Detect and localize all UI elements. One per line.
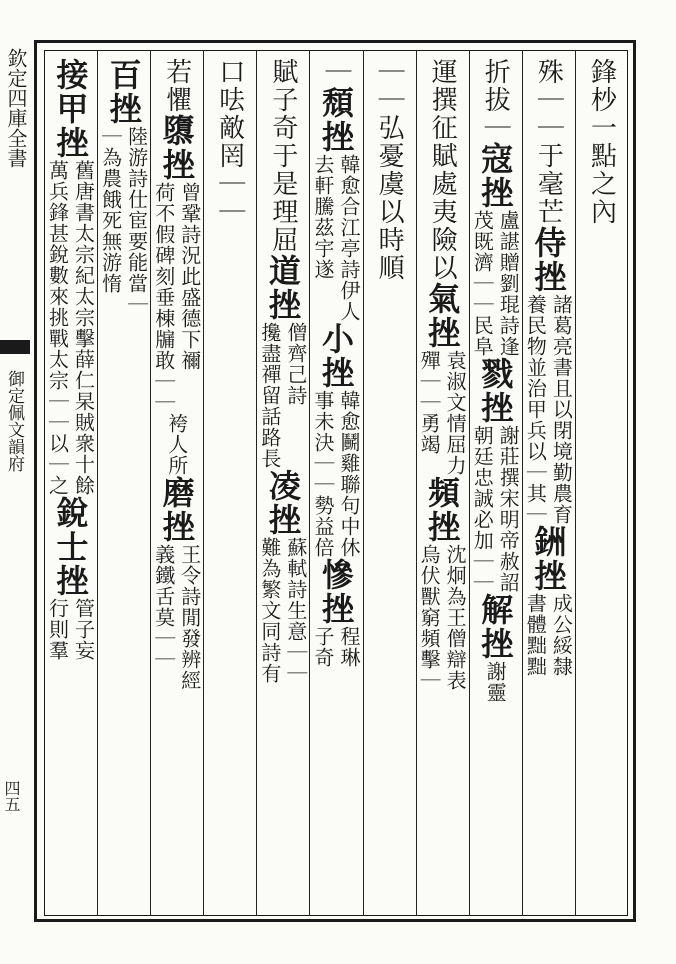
page-margin xyxy=(0,40,32,922)
headword: 小挫 xyxy=(316,322,355,390)
annotation-line-right: 陸游詩仕宦要能當｜ xyxy=(124,126,149,315)
annotation-line-left: ｜為農餓死無游惰 xyxy=(98,126,123,294)
text-column xyxy=(363,58,416,908)
annotation-line-right: 舊唐書太宗紀太宗擊薛仁杲賊衆十餘 xyxy=(71,160,96,496)
main-text: 折拔｜ xyxy=(480,58,511,142)
page-number: 四五 xyxy=(2,780,21,812)
annotation-line-right: 蘇軾詩生意｜｜ xyxy=(283,537,308,684)
annotation-line-left: 事未決｜｜勢益倍 xyxy=(310,390,335,558)
headword: 銂挫 xyxy=(529,525,568,593)
main-text: 若懼 xyxy=(161,58,192,114)
headword: 氣挫 xyxy=(423,282,462,350)
annotation-line-right: 曾鞏詩況此盛德下禰 xyxy=(177,182,202,371)
headword: 頻挫 xyxy=(423,476,462,544)
headword: 銳士挫 xyxy=(51,496,90,598)
annotation-pair xyxy=(166,413,188,476)
annotation-line-right: 管子妄 xyxy=(71,598,96,661)
annotation-pair xyxy=(312,154,360,322)
annotation-line-left: 去軒騰茲宇遂 xyxy=(310,154,335,280)
annotation-line-right: 成公綏隸 xyxy=(549,593,574,677)
text-column xyxy=(203,58,256,908)
margin-fish-tail xyxy=(0,340,30,354)
annotation-pair xyxy=(312,626,360,668)
annotation-line-left: 萬兵鋒甚銳數來挑戰太宗｜｜以｜之 xyxy=(45,160,70,496)
annotation-pair xyxy=(484,661,506,703)
headword: 隳挫 xyxy=(157,114,196,182)
annotation-line-right: 程琳 xyxy=(336,626,361,668)
headword: 道挫 xyxy=(263,254,302,322)
annotation-pair xyxy=(259,322,307,469)
annotation-line-left: 難為繁文同詩有 xyxy=(257,537,282,684)
headword: 百挫 xyxy=(104,58,143,126)
headword: 戮挫 xyxy=(476,357,515,425)
annotation-line-left: 行則羣 xyxy=(45,598,70,661)
text-column xyxy=(469,58,522,908)
text-column xyxy=(416,58,469,908)
annotation-line-right: 謝莊撰宋明帝赦詔 xyxy=(496,425,521,593)
headword: 解挫 xyxy=(476,593,515,661)
headword: 慘挫 xyxy=(316,558,355,626)
annotation-pair xyxy=(153,182,201,413)
main-text: 口呿敵罔｜｜ xyxy=(214,58,245,226)
annotation-line-right: 韓愈鬭雞聯句中休 xyxy=(336,390,361,558)
annotation-pair xyxy=(47,160,95,496)
headword: 磨挫 xyxy=(157,476,196,544)
annotation-pair xyxy=(153,544,201,691)
annotation-line-left: 朝廷忠誠必加｜｜ xyxy=(470,425,495,593)
annotation-line-left: 養民物並治甲兵以｜其｜ xyxy=(523,294,548,525)
annotation-line-right: 袁淑文情屈力 xyxy=(443,350,468,476)
annotation-line-right: 王令詩閒發辨經 xyxy=(177,544,202,691)
book-title: 御定佩文韻府 xyxy=(4,370,24,472)
collection-title: 欽定四庫全書 xyxy=(4,48,28,168)
text-column xyxy=(150,58,203,908)
annotation-line-right: 盧諶贈劉琨詩逢 xyxy=(496,210,521,357)
main-text: ｜｜弘憂虞以時順 xyxy=(374,58,405,282)
annotation-line-right: 沈炯為王僧辯表 xyxy=(443,544,468,691)
annotation-line-left: 茂既濟｜｜民阜 xyxy=(470,210,495,357)
main-text: 賦子奇于是理屈 xyxy=(267,58,298,254)
annotation-pair xyxy=(259,537,307,684)
annotation-pair xyxy=(524,593,572,677)
annotation-pair xyxy=(312,390,360,558)
annotation-line-right: 韓愈合江亭詩伊人 xyxy=(336,154,361,322)
annotation-line-right: 謝靈 xyxy=(483,661,508,703)
annotation-pair xyxy=(471,425,519,593)
annotation-line-right: 諸葛亮書且以閉境勤農育 xyxy=(549,294,574,525)
annotation-line-left: 義鐵舌莫｜｜ xyxy=(151,544,176,670)
annotation-pair xyxy=(418,544,466,691)
annotation-pair xyxy=(100,126,148,315)
annotation-pair xyxy=(418,350,466,476)
annotation-pair xyxy=(47,598,95,661)
headword: 凌挫 xyxy=(263,469,302,537)
headword: 寇挫 xyxy=(476,142,515,210)
annotation-line-left: 書體黜黜 xyxy=(523,593,548,677)
text-column xyxy=(44,58,97,908)
headword: 頹挫 xyxy=(316,86,355,154)
annotation-line-right: 僧齊己詩 xyxy=(283,322,308,406)
main-text: ｜ xyxy=(320,58,351,86)
main-text: 運撰征賦處夷險以 xyxy=(427,58,458,282)
annotation-line-left: 烏伏獸窮頻擊｜ xyxy=(417,544,442,691)
text-column xyxy=(97,58,150,908)
main-text: 殊｜｜于毫芒 xyxy=(533,58,564,226)
headword: 侍挫 xyxy=(529,226,568,294)
annotation-line-left: 殫｜｜勇竭 xyxy=(417,350,442,455)
annotation-line-left: 攙盡禪留話路長 xyxy=(257,322,282,469)
text-column xyxy=(256,58,309,908)
text-column xyxy=(522,58,575,908)
main-text: 鋒杪一點之內 xyxy=(586,58,617,226)
annotation-pair xyxy=(471,210,519,357)
text-column xyxy=(309,58,362,908)
headword: 接甲挫 xyxy=(51,58,90,160)
annotation-pair xyxy=(524,294,572,525)
annotation-line-left: 荷不假碑刻垂棟牖敢｜｜ xyxy=(151,182,176,413)
annotation-line-right: 袴人所 xyxy=(164,413,189,476)
text-column xyxy=(575,58,628,908)
annotation-line-left: 子奇 xyxy=(310,626,335,668)
